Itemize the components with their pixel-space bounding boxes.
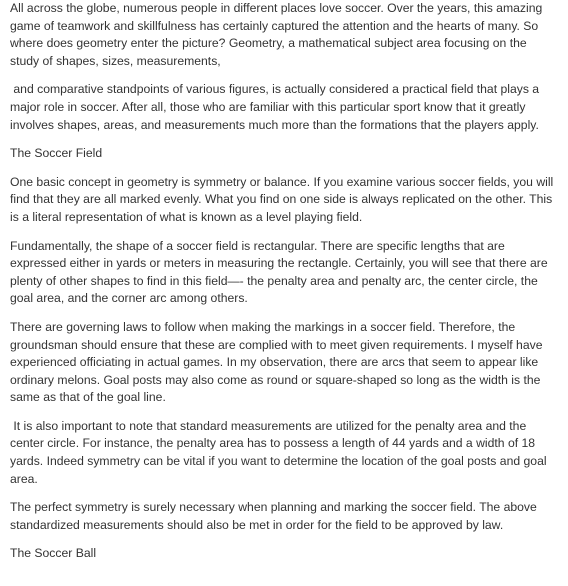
paragraph-field-conclusion: The perfect symmetry is surely necessary when planning and marking the soccer field. The above standardized measurements should also be met in order for the field to be approved by law. — [10, 500, 537, 532]
paragraph-intro-1: All across the globe, numerous people in different places love soccer. Over the years, this amazing game of teamwork and skillfulness has certainly captured the attention and the hearts of many. So where does geometry enter the picture? Geometry, a mathematical subject area focusing on the study of shapes, sizes, measurements, — [10, 1, 543, 68]
section-heading-soccer-ball: The Soccer Ball — [10, 546, 97, 561]
paragraph-field-measurements: It is also important to note that standard measurements are utilized for the penalty area and the center circle. For instance, the penalty area has to possess a length of 44 yards and a width of 18 yards. Indeed symmetry can be vital if you want to determine the location of the goal posts and goal area. — [10, 418, 550, 486]
paragraph-field-laws: There are governing laws to follow when making the markings in a soccer field. Therefore, the groundsman should ensure that these are complied with to meet given requirements. I myself have experienced officiating in actual games. In my observation, there are arcs that seem to appear like ordinary melons. Goal posts may also come as round or square-shaped so long as the width is the same as that of the goal line. — [10, 319, 543, 405]
paragraph-field-symmetry: One basic concept in geometry is symmetry or balance. If you examine various soccer fields, you will find that they are all marked evenly. What you find on one side is always replicated on the other. This is a literal representation of what is known as a level playing field. — [10, 174, 554, 224]
paragraph-intro-2: and comparative standpoints of various figures, is actually considered a practical field that plays a major role in soccer. After all, those who are familiar with this particular sport know that it greatly involves shapes, areas, and measurements much more than the formations that the players apply. — [10, 82, 543, 132]
section-heading-soccer-field: The Soccer Field — [10, 146, 103, 161]
paragraph-field-shape: Fundamentally, the shape of a soccer field is rectangular. There are specific lengths that are expressed either in yards or meters in measuring the rectangle. Certainly, you will see that there are plenty of other shapes to find in this field—- the penalty area and penalty arc, the center circle, the goal area, and the corner arc among others. — [10, 238, 548, 306]
